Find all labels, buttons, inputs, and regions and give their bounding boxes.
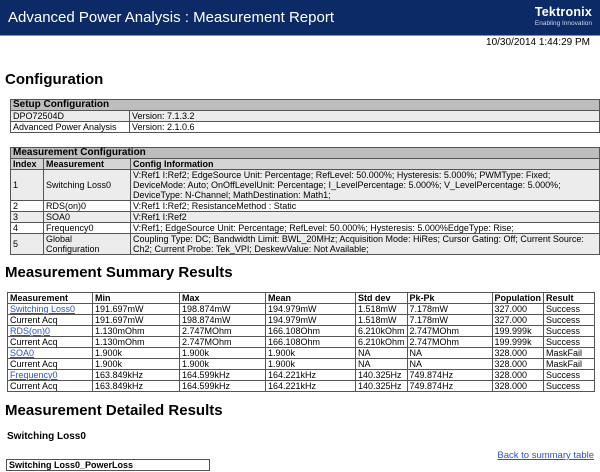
cell-pk-pk: NA	[407, 348, 492, 359]
table-row	[11, 122, 600, 133]
cell-min: 191.697mW	[93, 304, 180, 315]
cell-mean: 166.108Ohm	[266, 326, 356, 337]
cell-measurement: Current Acq	[8, 381, 93, 392]
config-measurement: Frequency0	[44, 223, 131, 234]
cell-std-dev: 6.210kOhm	[356, 326, 408, 337]
table-row	[11, 212, 600, 223]
cell-pk-pk: 749.874Hz	[407, 381, 492, 392]
table-row	[8, 370, 595, 381]
cell-pk-pk: 7.178mW	[407, 315, 492, 326]
table-row	[11, 223, 600, 234]
cell-min: 1.900k	[93, 348, 180, 359]
detailed-subheading: Switching Loss0	[7, 431, 86, 442]
table-row	[11, 170, 600, 201]
cell-max: 1.900k	[180, 348, 266, 359]
cell-min: 1.900k	[93, 359, 180, 370]
cell-max: 198.874mW	[180, 315, 266, 326]
config-info: V:Ref1 I:Ref2; ResistanceMethod : Static	[131, 201, 600, 212]
setup-value: Version: 2.1.0.6	[130, 122, 600, 133]
config-index: 2	[11, 201, 44, 212]
cell-std-dev: 6.210kOhm	[356, 337, 408, 348]
cell-min: 163.849kHz	[93, 381, 180, 392]
cell-max: 164.599kHz	[180, 370, 266, 381]
table-row	[11, 111, 600, 122]
col-measurement: Measurement	[44, 159, 131, 170]
table-row	[8, 315, 595, 326]
cell-mean: 194.979mW	[266, 315, 356, 326]
cell-result: MaskFail	[544, 348, 595, 359]
col-max: Max	[180, 293, 266, 304]
config-index: 5	[11, 234, 44, 255]
setup-name: DPO72504D	[11, 111, 130, 122]
configuration-heading: Configuration	[5, 71, 104, 88]
table-row	[11, 234, 600, 255]
cell-std-dev: 1.518mW	[356, 304, 408, 315]
cell-std-dev: 140.325Hz	[356, 381, 408, 392]
config-index: 1	[11, 170, 44, 201]
config-info: V:Ref1 I:Ref2; EdgeSource Unit: Percentage; RefLevel: 50.000%; Hysteresis: 5.000%; PWMType: Fixed; DeviceMode: Auto; OnOffLevelUnit: Percentage; I_LevelPercentage: 5.000%; V_LevelPercentage: 5.000%; DeviceType: N-Channel; MathDestination: Math1;	[131, 170, 600, 201]
cell-mean: 166.108Ohm	[266, 337, 356, 348]
config-measurement: RDS(on)0	[44, 201, 131, 212]
cell-population: 199.999k	[492, 326, 544, 337]
power-loss-table	[6, 459, 210, 471]
tektronix-logo	[492, 5, 592, 27]
detailed-heading: Measurement Detailed Results	[5, 402, 223, 419]
cell-min: 191.697mW	[93, 315, 180, 326]
config-index: 4	[11, 223, 44, 234]
table-row	[8, 337, 595, 348]
table-row	[8, 359, 595, 370]
cell-pk-pk: 2.747MOhm	[407, 337, 492, 348]
config-info: Coupling Type: DC; Bandwidth Limit: BWL_20MHz; Acquisition Mode: HiRes; Cursor Gating: Off; Current Source: Ch2; Current Probe: Tek_VPI; DeskewValue: Not Available;	[131, 234, 600, 255]
setup-config-title: Setup Configuration	[11, 100, 600, 111]
cell-result: Success	[544, 337, 595, 348]
measurement-config-title: Measurement Configuration	[11, 148, 600, 159]
cell-min: 1.130mOhm	[93, 326, 180, 337]
measurement-link-soa0[interactable]: SOA0	[10, 348, 35, 358]
cell-result: MaskFail	[544, 359, 595, 370]
summary-heading: Measurement Summary Results	[5, 264, 233, 281]
col-population: Population	[492, 293, 544, 304]
table-row	[8, 348, 595, 359]
measurement-link-rdson0[interactable]: RDS(on)0	[10, 326, 51, 336]
cell-max: 2.747MOhm	[180, 337, 266, 348]
cell-population: 328.000	[492, 381, 544, 392]
cell-result: Success	[544, 315, 595, 326]
config-info: V:Ref1; EdgeSource Unit: Percentage; RefLevel: 50.000%; Hysteresis: 5.000%EdgeType: Rise;	[131, 223, 600, 234]
config-measurement: Switching Loss0	[44, 170, 131, 201]
col-min: Min	[93, 293, 180, 304]
cell-result: Success	[544, 304, 595, 315]
cell-mean: 164.221kHz	[266, 381, 356, 392]
col-index: Index	[11, 159, 44, 170]
table-row	[8, 381, 595, 392]
cell-std-dev: NA	[356, 359, 408, 370]
col-config-info: Config Information	[131, 159, 600, 170]
col-result: Result	[544, 293, 595, 304]
cell-population: 327.000	[492, 315, 544, 326]
cell-max: 1.900k	[180, 359, 266, 370]
measurement-config-table	[10, 147, 600, 255]
cell-population: 328.000	[492, 348, 544, 359]
cell-pk-pk: 749.874Hz	[407, 370, 492, 381]
report-timestamp: 10/30/2014 1:44:29 PM	[486, 37, 590, 48]
config-measurement: SOA0	[44, 212, 131, 223]
power-loss-table-title: Switching Loss0_PowerLoss	[7, 460, 210, 471]
cell-result: Success	[544, 326, 595, 337]
measurement-link-switching-loss0[interactable]: Switching Loss0	[10, 304, 76, 314]
cell-mean: 164.221kHz	[266, 370, 356, 381]
col-pk-pk: Pk-Pk	[407, 293, 492, 304]
setup-value: Version: 7.1.3.2	[130, 111, 600, 122]
setup-config-table	[10, 99, 600, 133]
cell-min: 163.849kHz	[93, 370, 180, 381]
cell-result: Success	[544, 370, 595, 381]
cell-measurement: Current Acq	[8, 315, 93, 326]
cell-mean: 1.900k	[266, 348, 356, 359]
cell-measurement: Current Acq	[8, 337, 93, 348]
cell-mean: 194.979mW	[266, 304, 356, 315]
config-index: 3	[11, 212, 44, 223]
cell-population: 327.000	[492, 304, 544, 315]
cell-std-dev: NA	[356, 348, 408, 359]
logo-tagline: Enabling Innovation	[534, 20, 592, 27]
cell-max: 2.747MOhm	[180, 326, 266, 337]
logo-name: Tektronix	[534, 5, 592, 19]
cell-population: 328.000	[492, 359, 544, 370]
back-to-summary-link[interactable]: Back to summary table	[497, 450, 594, 461]
col-measurement: Measurement	[8, 293, 93, 304]
col-mean: Mean	[266, 293, 356, 304]
config-measurement: Global Configuration	[44, 234, 131, 255]
cell-population: 199.999k	[492, 337, 544, 348]
cell-max: 198.874mW	[180, 304, 266, 315]
summary-table	[7, 292, 595, 392]
cell-std-dev: 140.325Hz	[356, 370, 408, 381]
cell-result: Success	[544, 381, 595, 392]
report-banner	[0, 0, 600, 36]
config-info: V:Ref1 I:Ref2	[131, 212, 600, 223]
cell-min: 1.130mOhm	[93, 337, 180, 348]
cell-measurement: Current Acq	[8, 359, 93, 370]
col-std-dev: Std dev	[356, 293, 408, 304]
cell-population: 328.000	[492, 370, 544, 381]
table-row	[8, 304, 595, 315]
cell-pk-pk: NA	[407, 359, 492, 370]
table-row	[8, 326, 595, 337]
measurement-link-frequency0[interactable]: Frequency0	[10, 370, 58, 380]
cell-pk-pk: 7.178mW	[407, 304, 492, 315]
table-row	[11, 201, 600, 212]
report-title: Advanced Power Analysis : Measurement Report	[8, 9, 334, 26]
cell-pk-pk: 2.747MOhm	[407, 326, 492, 337]
cell-max: 164.599kHz	[180, 381, 266, 392]
cell-mean: 1.900k	[266, 359, 356, 370]
cell-std-dev: 1.518mW	[356, 315, 408, 326]
setup-name: Advanced Power Analysis	[11, 122, 130, 133]
